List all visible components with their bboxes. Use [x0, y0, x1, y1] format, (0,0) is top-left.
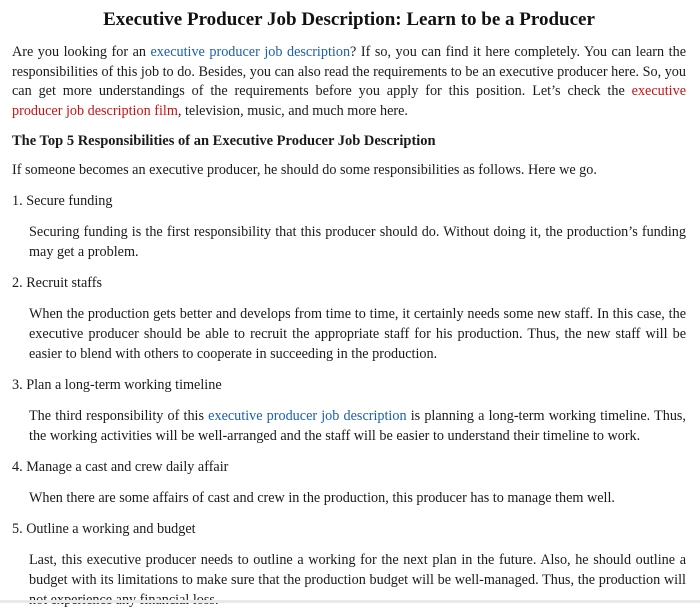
intro-paragraph: [12, 43, 686, 121]
item-3-body: [29, 406, 686, 446]
item-2-body: When the production gets better and develops from time to time, it certainly needs some new staff. In this case, the executive producer should be able to recruit the appropriate staff for his production. Thus, the new staff will be easier to blend with others to cooperate in succeeding in the production.: [29, 306, 686, 362]
article-title: Executive Producer Job Description: Learn to be a Producer: [103, 9, 595, 30]
item-1-title: 1. Secure funding: [12, 193, 113, 209]
job-description-film-link[interactable]: executive producer job description film: [12, 83, 686, 119]
job-description-link[interactable]: executive producer job description: [150, 44, 351, 60]
intro-text-3: , television, music, and much more here.: [177, 102, 408, 119]
item-2-title: 2. Recruit staffs: [12, 275, 102, 291]
intro-text-1: Are you looking for an: [12, 44, 151, 60]
section-lead: If someone becomes an executive producer, he should do some responsibilities as follows. Here we go.: [12, 162, 597, 178]
item-4-title: 4. Manage a cast and crew daily affair: [12, 459, 229, 475]
item-4-body: When there are some affairs of cast and crew in the production, this producer has to manage them well.: [29, 490, 615, 506]
item-1-body: Securing funding is the first responsibility that this producer should do. Without doing it, the production’s funding may get a problem.: [29, 224, 686, 260]
item-5-body: Last, this executive producer needs to outline a working for the next plan in the future. Also, he should outline a budget with its limitations to make sure that the production budget will be well-managed. Thus, the production will: [29, 552, 686, 588]
item-3-job-description-link[interactable]: executive producer job description: [208, 408, 407, 424]
intro-text-2: ? If so, you can find it here completely. You can learn the responsibilities of this job to do. Besides, you can also read the requirements to be an executive producer here. So, you can get more understandings of the requirements before you apply for this position. Let’s check the: [12, 44, 686, 99]
item-3-title: 3. Plan a long-term working timeline: [12, 377, 222, 393]
item-3-text-2: is planning a long-term working timeline. Thus, the working activities will be well-arranged and the staff will be easier to understand their timeline to work.: [29, 408, 686, 444]
section-heading: The Top 5 Responsibilities of an Executive Producer Job Description: [12, 133, 436, 149]
item-5-title: 5. Outline a working and budget: [12, 521, 196, 537]
item-3-text-1: The third responsibility of this: [29, 408, 209, 424]
